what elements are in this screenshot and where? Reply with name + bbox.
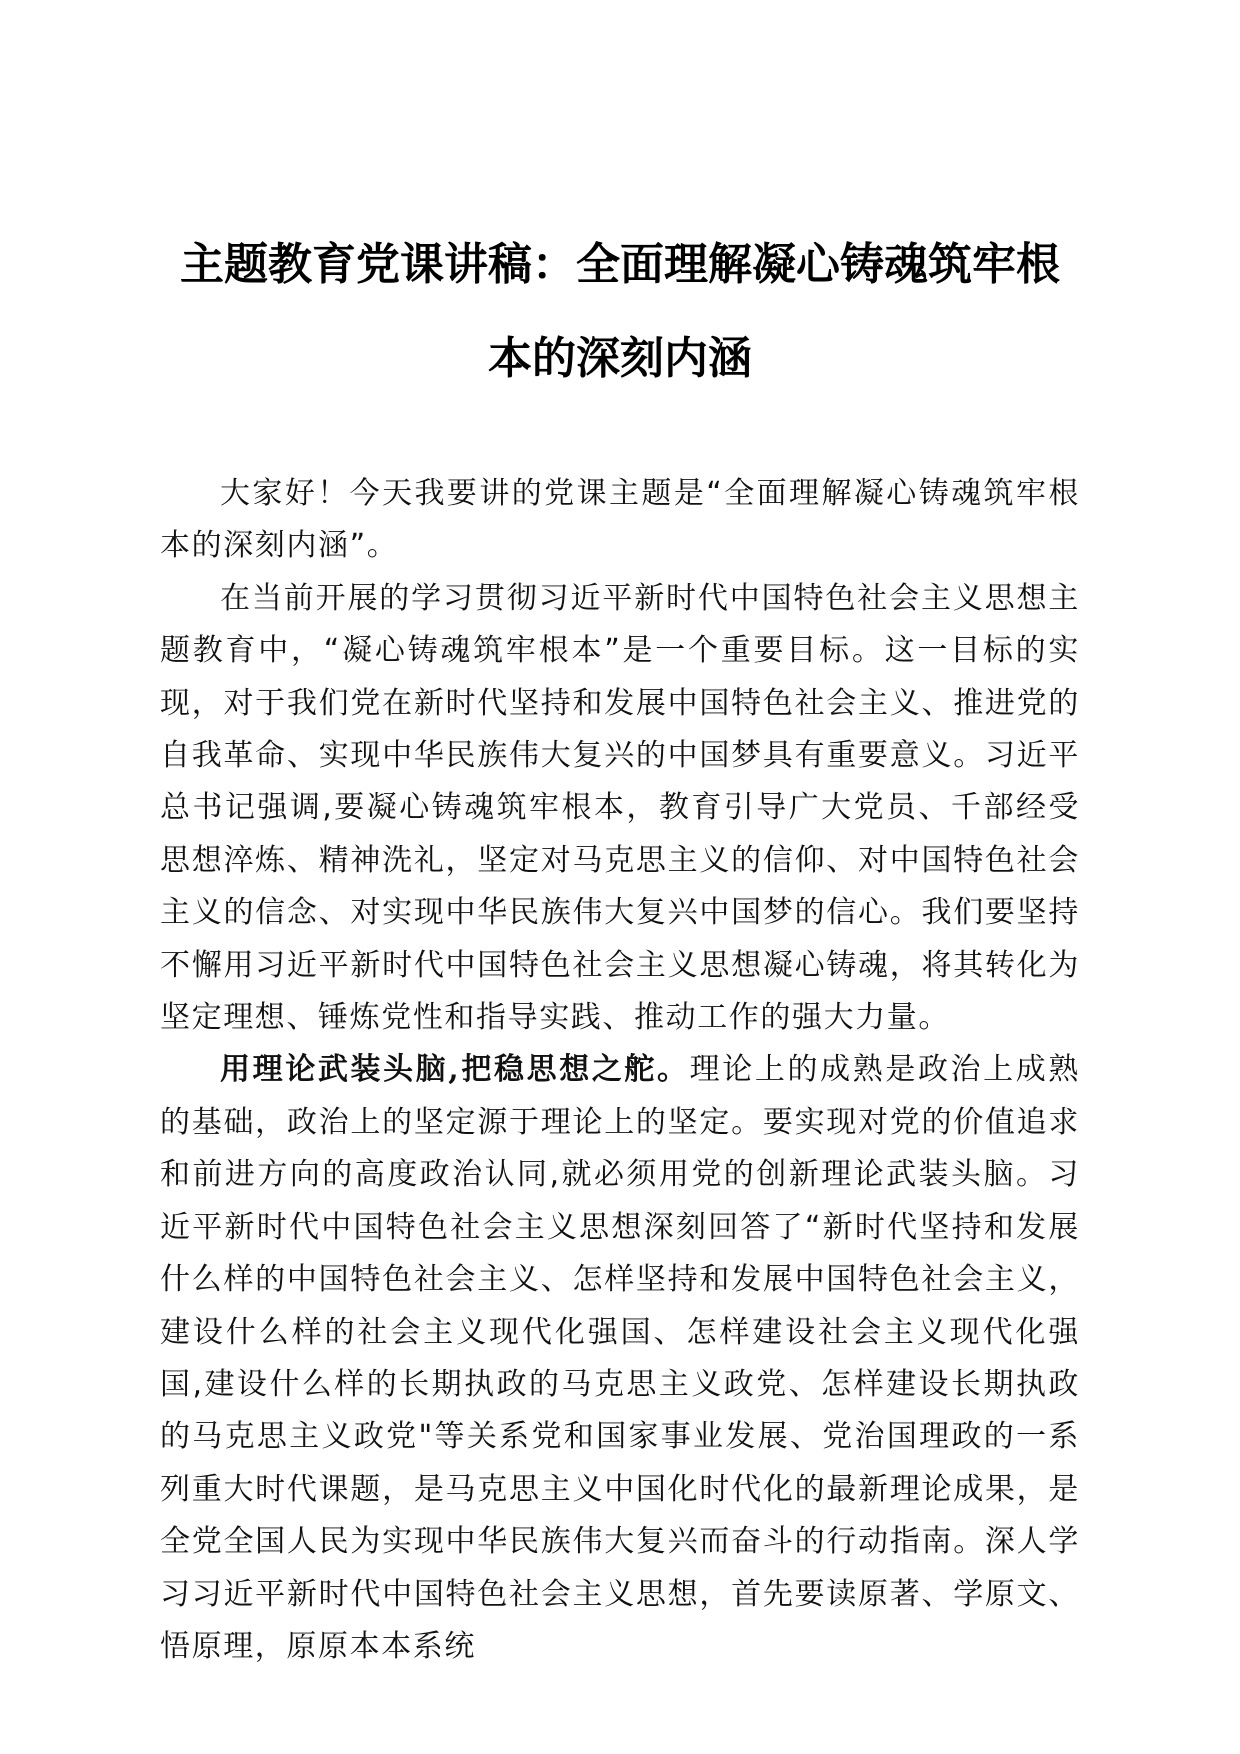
paragraph-text: 大家好！今天我要讲的党课主题是“全面理解凝心铸魂筑牢根本的深刻内涵”。 (160, 476, 1080, 564)
title-line-2: 本的深刻内涵 (488, 333, 752, 384)
paragraph-text: 在当前开展的学习贯彻习近平新时代中国特色社会主义思想主题教育中，“凝心铸魂筑牢根本”是一个重要目标。这一目标的实现，对于我们党在新时代坚持和发展中国特色社会主义、推进党的自我革命、实现中华民族伟大复兴的中国梦具有重要意义。习近平总书记强调,要凝心铸魂筑牢根本，教育引导广大党员、千部经受思想淬炼、精神洗礼，坚定对马克思主义的信仰、对中国特色社会主义的信念、对实现中华民族伟大复兴中国梦的信心。我们要坚持不懈用习近平新时代中国特色社会主义思想凝心铸魂，将其转化为坚定理想、锤炼党性和指导实践、推动工作的强大力量。 (160, 580, 1080, 1036)
title-line-1: 主题教育党课讲稿：全面理解凝心铸魂筑牢根 (180, 239, 1060, 290)
document-title (150, 218, 1090, 406)
paragraph-greeting (160, 468, 1080, 573)
paragraph-lead-heading: 用理论武装头脑,把稳思想之舵。 (220, 1052, 690, 1088)
paragraph-text: 理论上的成熟是政治上成熟的基础，政治上的坚定源于理论上的坚定。要实现对党的价值追求和前进方向的高度政治认同,就必须用党的创新理论武装头脑。习近平新时代中国特色社会主义思想深刻回答了“新时代坚持和发展什么样的中国特色社会主义、怎样坚持和发展中国特色社会主义，建设什么样的社会主义现代化强国、怎样建设社会主义现代化强国,建设什么样的长期执政的马克思主义政党、怎样建设长期执政的马克思主义政党"等关系党和国家事业发展、党治国理政的一系列重大时代课题，是马克思主义中国化时代化的最新理论成果，是全党全国人民为实现中华民族伟大复兴而奋斗的行动指南。深人学习习近平新时代中国特色社会主义思想，首先要读原著、学原文、悟原理，原原本本系统 (160, 1052, 1081, 1664)
paragraph-theory (160, 1044, 1080, 1673)
paragraph-context (160, 573, 1080, 1045)
document-body (160, 468, 1080, 1673)
